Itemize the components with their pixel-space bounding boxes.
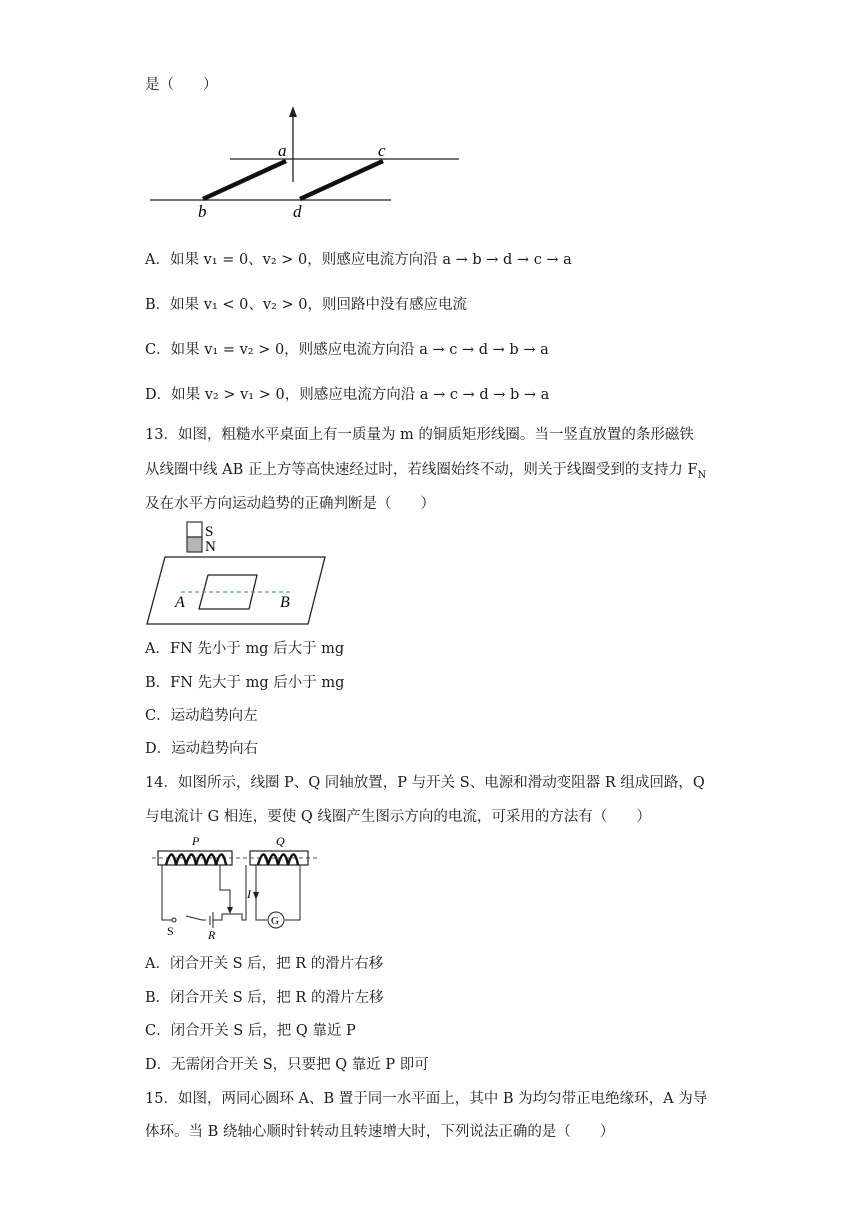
q12-figure: [145, 100, 475, 225]
support-force-subscript: N: [697, 469, 707, 481]
q12-option-b: B．如果 v₁ < 0、v₂ > 0，则回路中没有感应电流: [145, 297, 467, 313]
q14-stem-line-2: 与电流计 G 相连，要使 Q 线圈产生图示方向的电流，可采用的方法有（ ）: [145, 809, 651, 825]
q15-stem-line-1: 15．如图，两同心圆环 A、B 置于同一水平面上，其中 B 为均匀带正电绝缘环，A 为导: [145, 1091, 708, 1107]
q12-stem-tail: 是（ ）: [145, 77, 218, 93]
q15-stem-line-2: 体环。当 B 绕轴心顺时针转动且转速增大时，下列说法正确的是（ ）: [145, 1124, 615, 1140]
magnet-n-pole: [187, 537, 202, 552]
q13-figure: [145, 520, 330, 630]
label-d: d: [293, 202, 302, 221]
table-surface: [147, 557, 325, 624]
q12-option-a: A．如果 v₁ = 0、v₂ > 0，则感应电流方向沿 a → b → d → c → a: [145, 252, 572, 268]
q14-option-b: B．闭合开关 S 后，把 R 的滑片左移: [145, 990, 384, 1006]
arrow-up-icon: [289, 106, 297, 117]
q12-option-d: D．如果 v₂ > v₁ > 0，则感应电流方向沿 a → c → d → b → a: [145, 387, 550, 403]
switch-contact-icon: [172, 918, 176, 922]
q13-stem-line-1: 13．如图，粗糙水平桌面上有一质量为 m 的铜质矩形线圈。当一竖直放置的条形磁铁: [145, 427, 694, 443]
label-s: S: [167, 924, 174, 938]
label-r: R: [208, 928, 216, 942]
label-a: a: [278, 141, 287, 160]
q13-stem-line-2: 从线圈中线 AB 正上方等高快速经过时，若线圈始终不动，则关于线圈受到的支持力 $F_N$: [145, 462, 707, 481]
q13-stem-line-3: 及在水平方向运动趋势的正确判断是（ ）: [145, 496, 435, 512]
label-b: b: [198, 202, 207, 221]
label-i: I: [247, 887, 251, 901]
q14-figure: [150, 832, 330, 942]
label-A: A: [175, 594, 185, 611]
label-q: Q: [276, 834, 285, 848]
rod-cd: [300, 161, 383, 199]
slider-arrow-icon: [227, 907, 233, 914]
magnet-s-pole: [187, 522, 202, 537]
q13-option-d: D．运动趋势向右: [145, 741, 259, 757]
q12-option-c: C．如果 v₁ = v₂ > 0，则感应电流方向沿 a → c → d → b → a: [145, 342, 549, 358]
rod-ab: [203, 161, 286, 199]
q13-option-c: C．运动趋势向左: [145, 708, 258, 724]
q14-option-d: D．无需闭合开关 S，只要把 Q 靠近 P 即可: [145, 1057, 429, 1073]
label-B: B: [280, 594, 290, 611]
coil-p-winding: [166, 855, 226, 866]
label-g: G: [271, 915, 279, 927]
label-c: c: [378, 141, 386, 160]
coil-q-winding: [258, 855, 298, 866]
q14-stem-line-1: 14．如图所示，线圈 P、Q 同轴放置，P 与开关 S、电源和滑动变阻器 R 组成回路，Q: [145, 775, 705, 791]
label-n: N: [205, 539, 216, 555]
q13-option-a: A．FN 先小于 mg 后大于 mg: [145, 641, 345, 657]
q14-option-a: A．闭合开关 S 后，把 R 的滑片右移: [145, 956, 384, 972]
q14-option-c: C．闭合开关 S 后，把 Q 靠近 P: [145, 1023, 356, 1039]
q13-option-b: B．FN 先大于 mg 后小于 mg: [145, 675, 345, 691]
coil: [199, 575, 257, 609]
label-s: S: [205, 524, 214, 540]
label-p: P: [192, 834, 200, 848]
current-arrow-icon: [253, 892, 259, 900]
